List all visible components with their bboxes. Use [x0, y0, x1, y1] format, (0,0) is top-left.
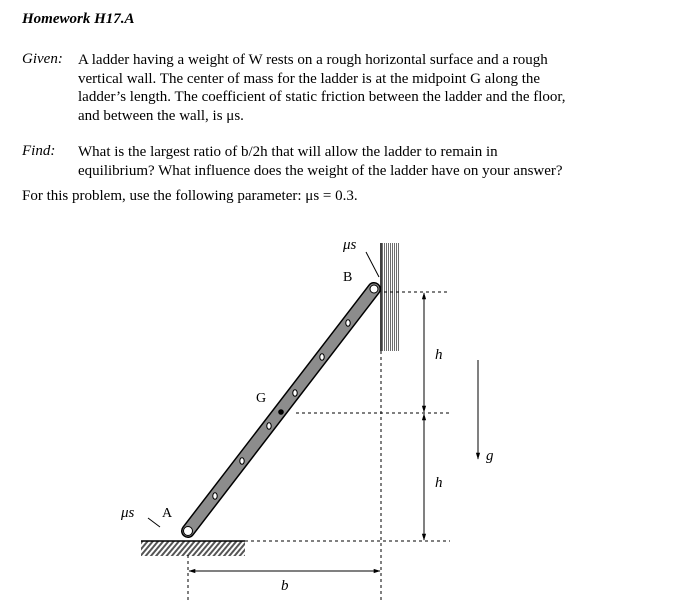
gravity-label: g — [486, 448, 494, 464]
point-a-label: A — [162, 506, 173, 521]
homework-title: Homework H17.A — [22, 11, 135, 27]
base-width-label: b — [281, 578, 289, 594]
ladder-rung — [267, 423, 271, 430]
wall-hatching — [381, 243, 399, 351]
point-b-label: B — [343, 270, 353, 285]
upper-height-label: h — [435, 347, 443, 363]
given-label: Given: — [22, 51, 63, 67]
mu-s-top-label: μs — [343, 237, 357, 253]
point-g-label: G — [256, 391, 267, 406]
mu-s-top-leader — [366, 252, 379, 277]
center-of-mass-dot — [278, 409, 284, 415]
find-label: Find: — [22, 143, 56, 159]
ladder-end-a — [184, 527, 193, 536]
ladder-end-b — [370, 285, 378, 293]
given-line-3: ladder’s length. The coefficient of static friction between the ladder and the floor, — [78, 89, 566, 105]
given-line-1: A ladder having a weight of W rests on a rough horizontal surface and a rough — [78, 52, 548, 68]
mu-s-bottom-leader — [148, 518, 160, 527]
given-line-2: vertical wall. The center of mass for the ladder is at the midpoint G along the — [78, 70, 541, 87]
mu-s-bottom-label: μs — [121, 505, 135, 521]
find-line-2: equilibrium? What influence does the weight of the ladder have on your answer? — [78, 162, 563, 179]
ladder-rung — [240, 458, 244, 465]
ladder-rung — [213, 493, 217, 500]
floor-hatching — [141, 541, 245, 556]
ladder-rung — [346, 320, 350, 327]
lower-height-label: h — [435, 475, 443, 491]
given-line-4: and between the wall, is μs. — [78, 107, 244, 124]
find-line-1: What is the largest ratio of b/2h that will allow the ladder to remain in — [78, 144, 498, 160]
ladder-rung — [293, 390, 297, 397]
parameter-text: For this problem, use the following parameter: μs = 0.3. — [22, 188, 358, 204]
ladder-rung — [320, 354, 324, 361]
